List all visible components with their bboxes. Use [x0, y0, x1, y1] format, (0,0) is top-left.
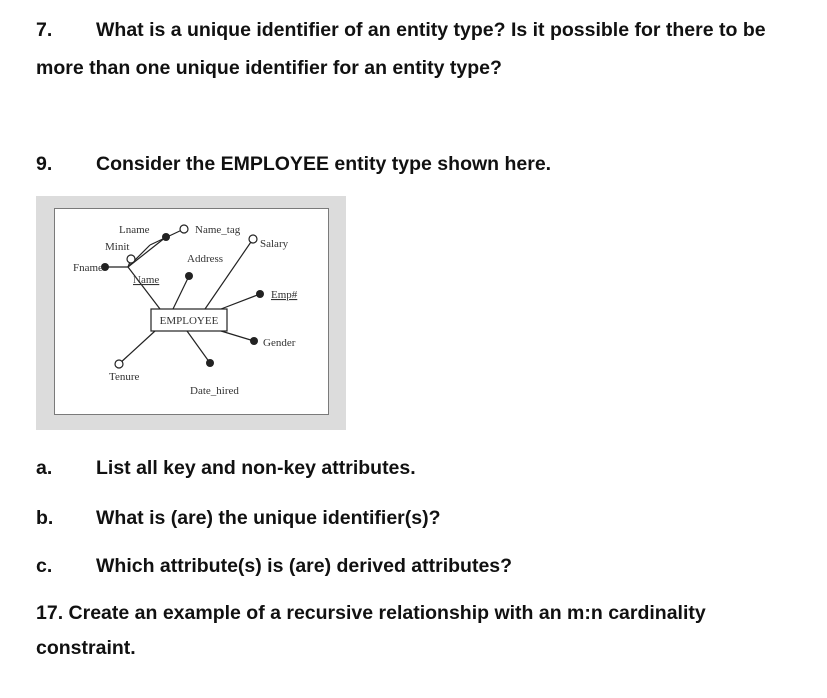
minit-dot [127, 255, 135, 263]
question-17-line-2: constraint. [36, 637, 136, 659]
tenure-label: Tenure [109, 371, 140, 383]
part-b-label: b. [36, 507, 54, 529]
address-dot [185, 272, 193, 280]
name-label: Name [133, 274, 160, 286]
salary-label: Salary [260, 238, 289, 250]
entity-label: EMPLOYEE [159, 315, 219, 327]
name-tag-label: Name_tag [195, 224, 241, 236]
fname-label: Fname [73, 262, 103, 274]
lname-label: Lname [119, 224, 150, 236]
er-diagram-svg [55, 209, 328, 414]
question-17-line-1: 17. Create an example of a recursive relationship with an m:n cardinality [36, 602, 706, 624]
part-c-text: Which attribute(s) is (are) derived attributes? [96, 555, 513, 577]
employee-er-diagram [36, 196, 346, 430]
question-9-number: 9. [36, 153, 53, 175]
lname-dot [162, 233, 170, 241]
name-tag-dot [180, 225, 188, 233]
part-a-text: List all key and non-key attributes. [96, 457, 416, 479]
emp-label: Emp# [271, 289, 298, 301]
date-hired-dot [206, 359, 214, 367]
question-7-number: 7. [36, 19, 53, 41]
diagram-frame [54, 208, 329, 415]
question-7-line-2: more than one unique identifier for an entity type? [36, 57, 502, 79]
emp-dot [256, 290, 264, 298]
date-hired-label: Date_hired [190, 385, 239, 397]
part-c-label: c. [36, 555, 53, 577]
gender-label: Gender [263, 337, 296, 349]
question-7-line-1: What is a unique identifier of an entity type? Is it possible for there to be [96, 19, 766, 41]
salary-dot [249, 235, 257, 243]
part-b-text: What is (are) the unique identifier(s)? [96, 507, 441, 529]
part-a-label: a. [36, 457, 53, 479]
tenure-dot [115, 360, 123, 368]
minit-label: Minit [105, 241, 130, 253]
gender-dot [250, 337, 258, 345]
question-9-text: Consider the EMPLOYEE entity type shown here. [96, 153, 552, 175]
address-label: Address [187, 253, 224, 265]
